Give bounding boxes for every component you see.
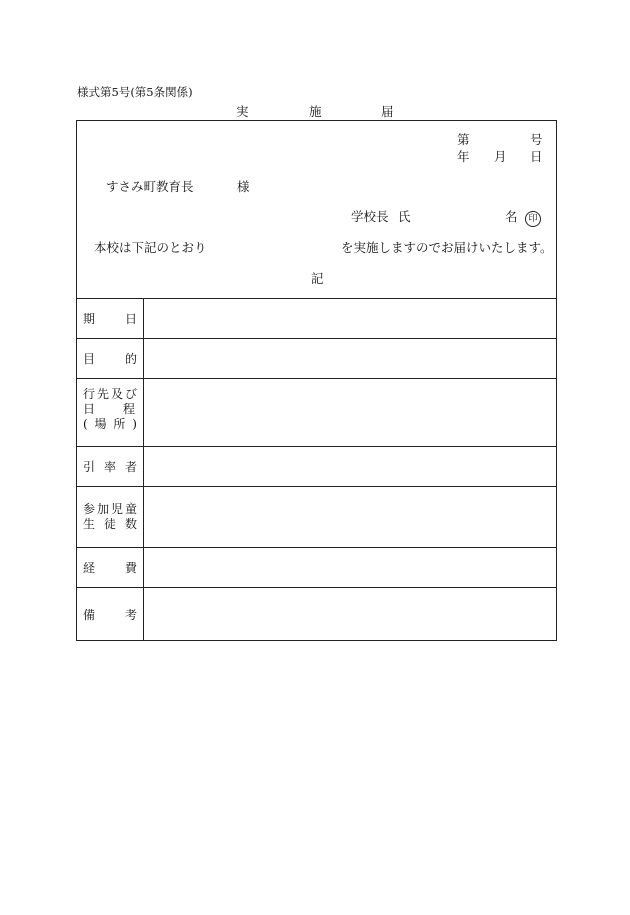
date-day: 日 xyxy=(530,149,543,164)
form-frame xyxy=(76,120,557,641)
row-label-purpose: 目 的 xyxy=(83,352,137,366)
title-char-2: 施 xyxy=(309,104,322,119)
date-month: 月 xyxy=(494,149,507,164)
addressee-name: すさみ町教育長 xyxy=(106,179,194,194)
statement-suffix: を実施しますのでお届けいたします。 xyxy=(341,240,553,255)
row-label-remarks: 備 考 xyxy=(83,608,137,622)
principal-title: 学校長 xyxy=(351,209,389,224)
date-year: 年 xyxy=(457,149,470,164)
seal-mark xyxy=(525,208,541,227)
addressee-honorific: 様 xyxy=(237,179,250,194)
row-label-expenses: 経 費 xyxy=(83,561,137,575)
row-label-participants: 参加児童 生徒数 xyxy=(83,502,137,531)
row-label-destination: 行先及び 日程 (場所) xyxy=(83,387,137,431)
form-number: 様式第5号(第5条関係) xyxy=(77,85,193,99)
ki-note: 記 xyxy=(311,271,324,286)
label-column-divider xyxy=(143,298,144,640)
doc-number-suffix: 号 xyxy=(530,132,543,147)
row-divider xyxy=(77,587,556,588)
row-label-leader: 引率者 xyxy=(83,460,137,474)
row-divider xyxy=(77,446,556,447)
table-top-border xyxy=(77,298,556,299)
seal-icon: 印 xyxy=(525,211,541,227)
title-char-3: 届 xyxy=(381,104,394,119)
principal-mei: 名 xyxy=(505,209,518,224)
row-divider xyxy=(77,378,556,379)
row-divider xyxy=(77,547,556,548)
row-divider xyxy=(77,338,556,339)
title-char-1: 実 xyxy=(236,104,249,119)
row-divider xyxy=(77,486,556,487)
doc-number-prefix: 第 xyxy=(457,132,470,147)
row-label-date: 期 日 xyxy=(83,312,137,326)
principal-shi: 氏 xyxy=(398,209,411,224)
statement-prefix: 本校は下記のとおり xyxy=(94,240,207,255)
